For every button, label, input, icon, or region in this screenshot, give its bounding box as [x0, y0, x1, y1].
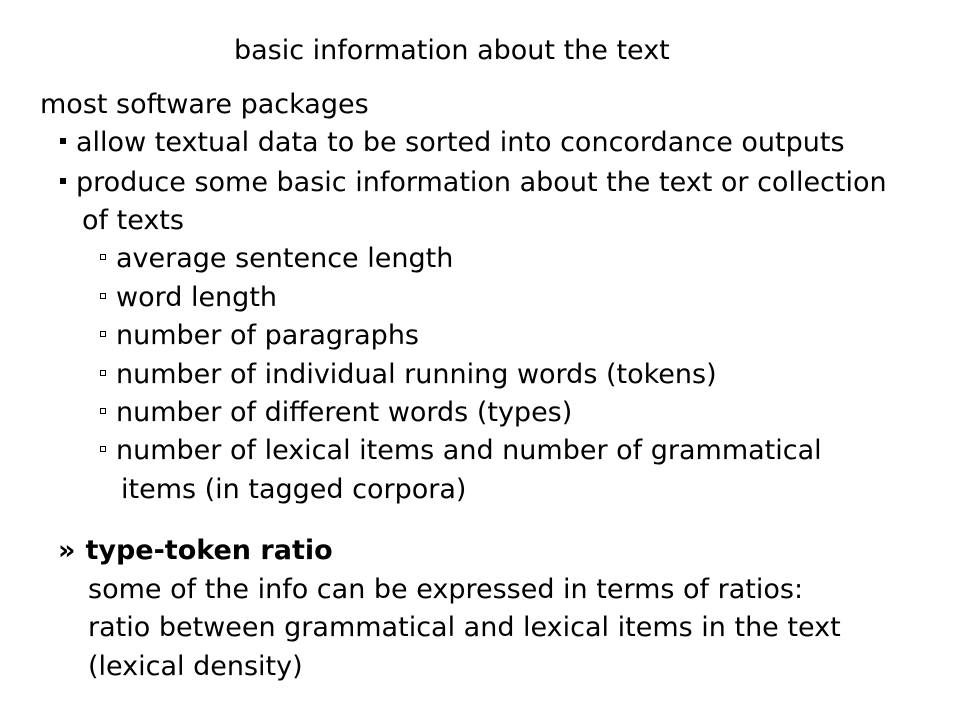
sub-bullet-text: number of different words (types) [116, 397, 573, 428]
bullet-item [60, 124, 845, 162]
bullet-text: allow textual data to be sorted into concordance outputs [76, 127, 845, 158]
hollow-square-bullet-icon [100, 331, 106, 337]
sub-bullet-item [100, 240, 453, 278]
double-chevron-icon: » [58, 535, 76, 566]
bullet-text: produce some basic information about the text or collection [76, 167, 887, 198]
hollow-square-bullet-icon [100, 408, 106, 414]
ratio-heading [58, 532, 333, 570]
ratio-paragraph-line: some of the info can be expressed in terms of ratios: [88, 574, 804, 605]
hollow-square-bullet-icon [100, 293, 106, 299]
ratio-heading-text: type-token ratio [85, 535, 333, 566]
sub-bullet-text: word length [116, 282, 278, 313]
hollow-square-bullet-icon [100, 446, 106, 452]
ratio-paragraph-line: ratio between grammatical and lexical items in the text [88, 612, 841, 643]
sub-bullet-text: number of lexical items and number of grammatical [116, 435, 822, 466]
sub-bullet-continuation: items (in tagged corpora) [121, 474, 467, 505]
ratio-paragraph-line: (lexical density) [88, 651, 303, 682]
sub-bullet-text: average sentence length [116, 243, 454, 274]
square-bullet-icon [60, 138, 66, 144]
sub-bullet-item [100, 317, 419, 355]
sub-bullet-text: number of individual running words (tokens) [116, 359, 717, 390]
bullet-continuation: of texts [82, 205, 184, 236]
sub-bullet-item [100, 279, 277, 317]
hollow-square-bullet-icon [100, 254, 106, 260]
bullet-item [60, 164, 887, 202]
slide-title: basic information about the text [234, 35, 670, 66]
sub-bullet-item [100, 432, 822, 470]
intro-text: most software packages [40, 89, 369, 120]
hollow-square-bullet-icon [100, 370, 106, 376]
sub-bullet-text: number of paragraphs [116, 320, 419, 351]
square-bullet-icon [60, 178, 66, 184]
sub-bullet-item [100, 394, 572, 432]
sub-bullet-item [100, 356, 717, 394]
